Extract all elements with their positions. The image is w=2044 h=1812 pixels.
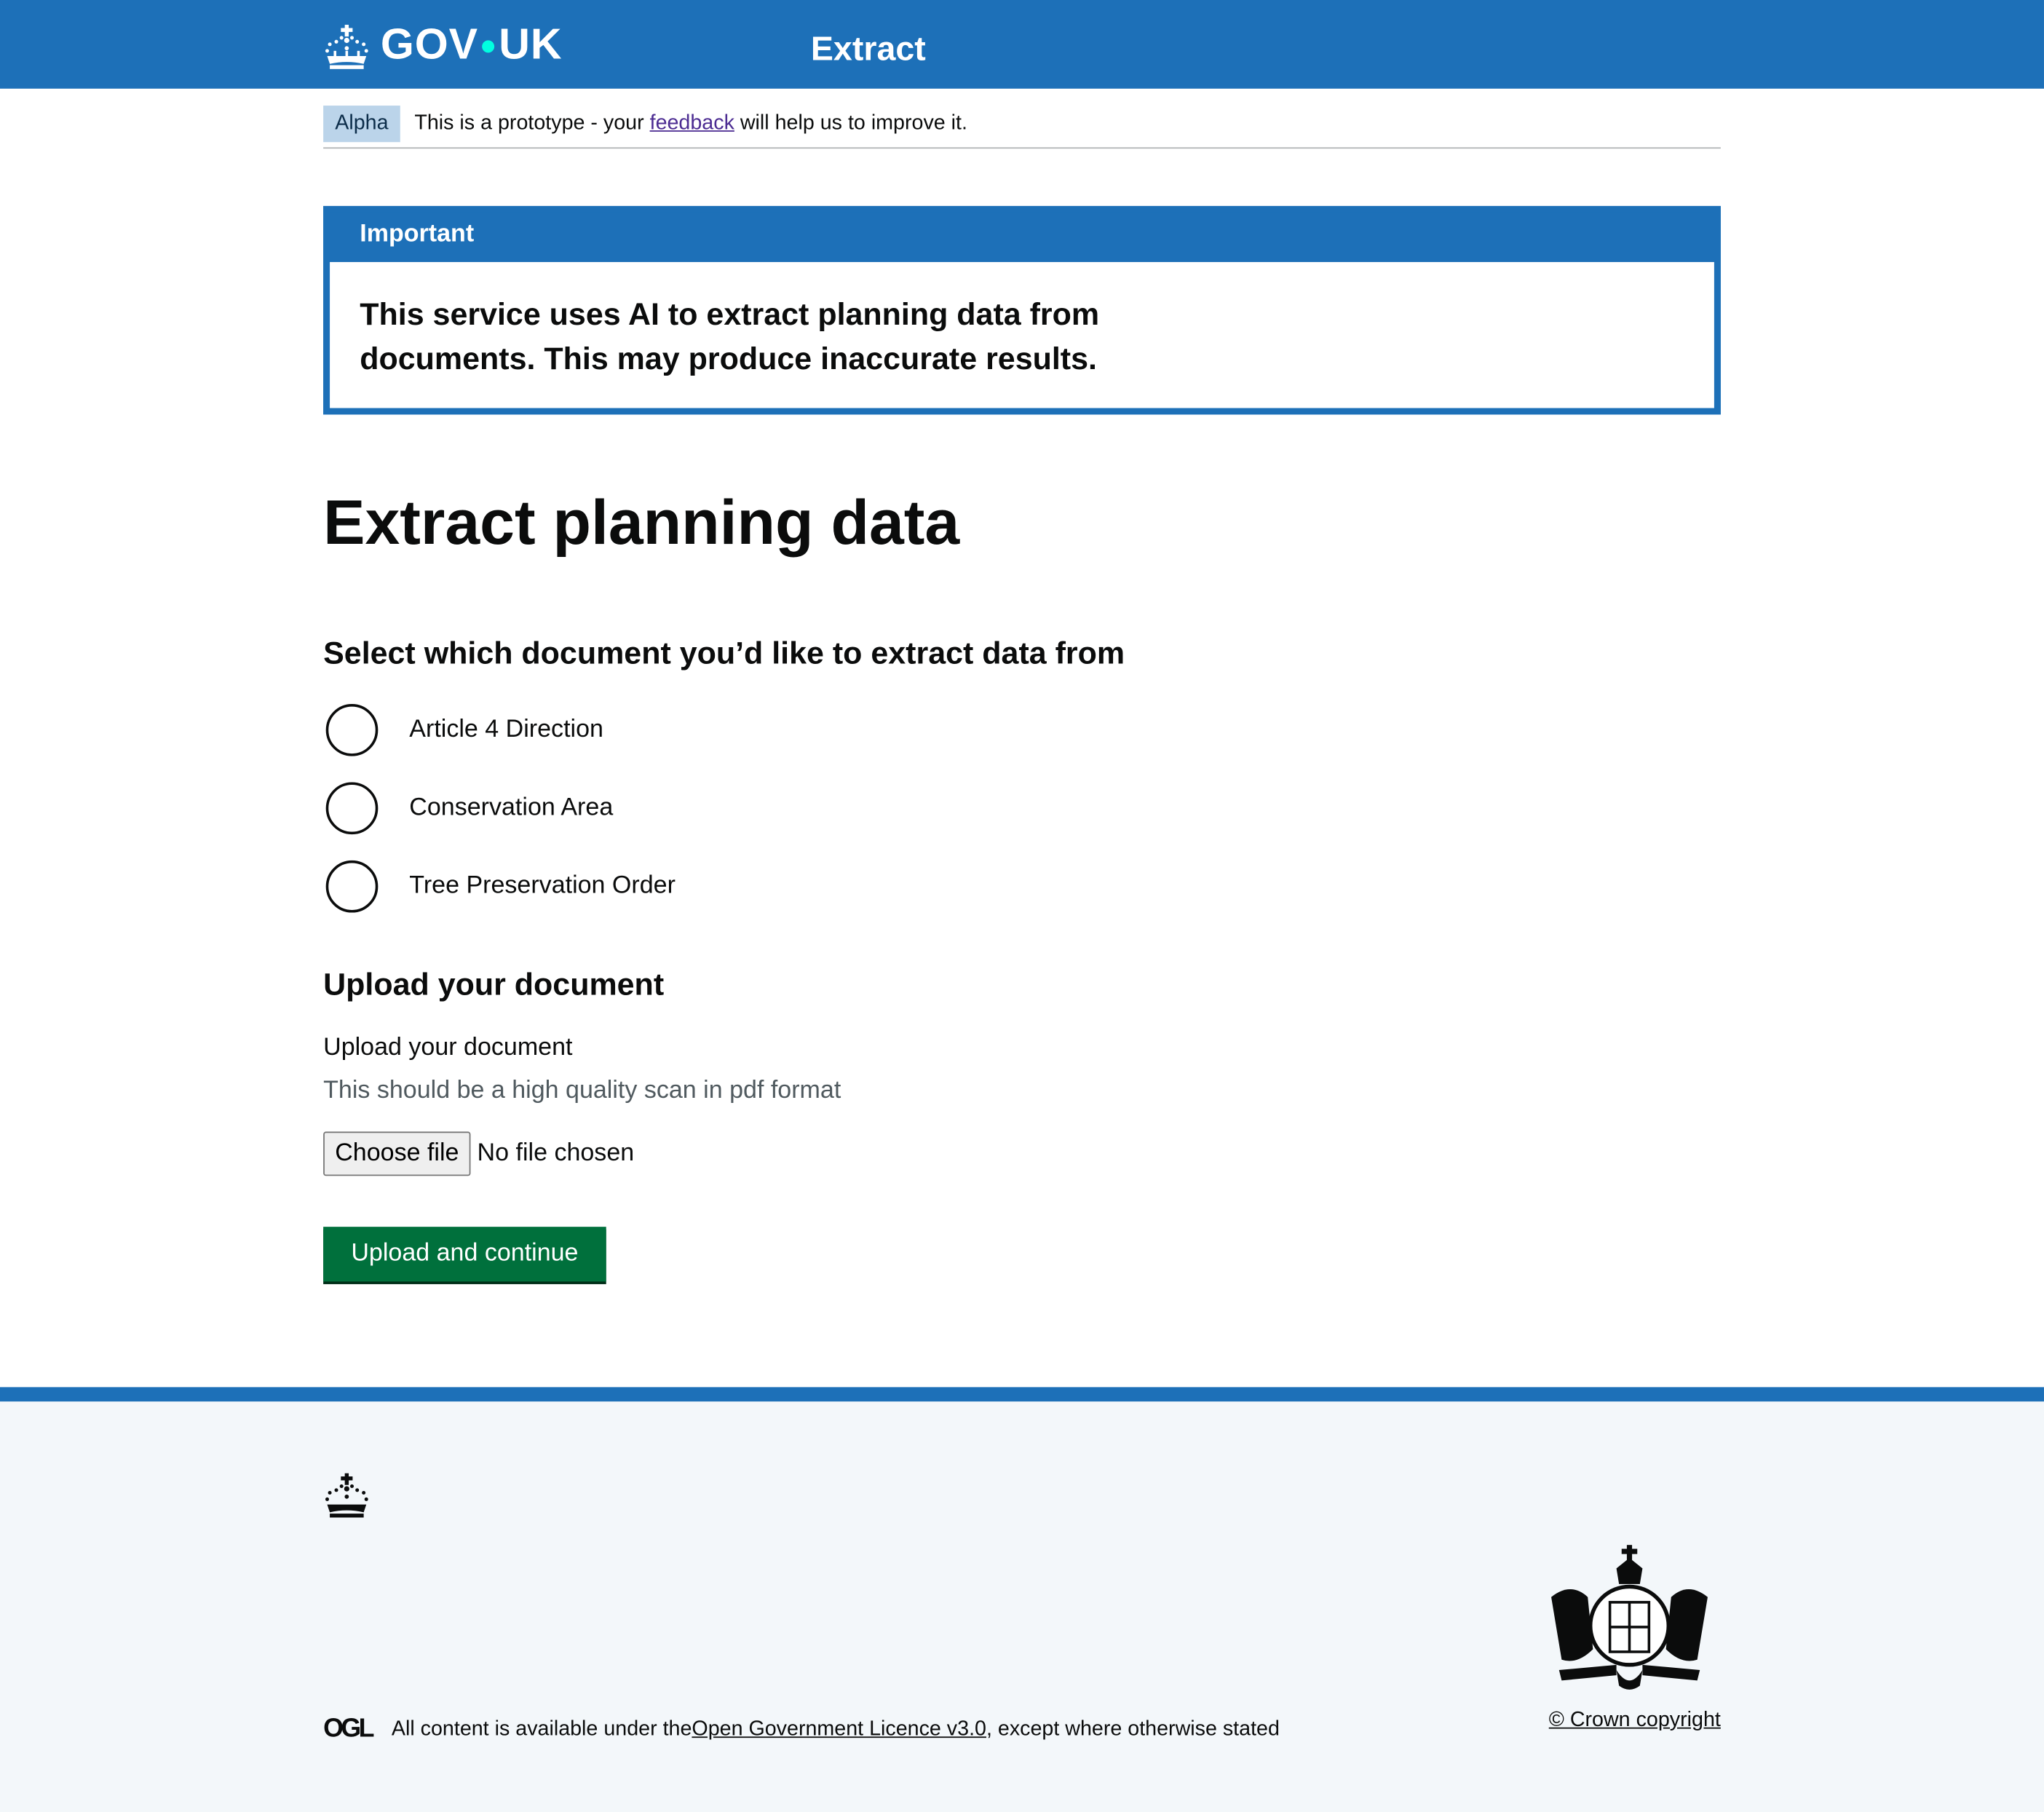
crown-copyright-link[interactable]: © Crown copyright (1548, 1709, 1721, 1732)
radio-tree-preservation-order[interactable] (323, 855, 676, 918)
fieldset-legend: Select which document you’d like to extract data from (323, 636, 1125, 672)
document-type-radios (323, 699, 676, 933)
file-upload-hint: This should be a high quality scan in pdf format (323, 1077, 841, 1104)
phase-text: This is a prototype - your feedback will help us to improve it. (414, 112, 967, 135)
ogl-logo-icon: OGL (323, 1714, 372, 1744)
service-name-link[interactable]: Extract (810, 28, 926, 68)
licence-statement: OGL All content is available under the Open Government Licence v3.0 , except where otherwise stated (323, 1714, 1280, 1744)
radio-label[interactable]: Tree Preservation Order (409, 872, 676, 900)
open-government-licence-link[interactable]: Open Government Licence v3.0 (692, 1717, 986, 1740)
govuk-logo-link[interactable] (323, 18, 562, 76)
crown-icon (323, 25, 370, 69)
upload-heading: Upload your document (323, 967, 665, 1003)
notification-title: Important (360, 220, 475, 248)
site-footer (0, 1387, 2044, 1812)
notification-banner (323, 206, 1721, 415)
notification-body: This service uses AI to extract planning data from documents. This may produce inaccurate results. (330, 262, 1714, 408)
phase-tag: Alpha (323, 106, 400, 142)
file-status: No file chosen (477, 1139, 635, 1167)
upload-and-continue-button[interactable]: Upload and continue (323, 1227, 606, 1281)
radio-article-4-direction[interactable] (323, 699, 676, 761)
radio-input[interactable] (326, 704, 379, 756)
file-upload-label: Upload your document (323, 1034, 573, 1061)
choose-file-button[interactable]: Choose file (323, 1131, 470, 1176)
crown-icon (323, 1473, 370, 1524)
radio-input[interactable] (326, 860, 379, 913)
radio-label[interactable]: Article 4 Direction (409, 716, 603, 743)
feedback-link[interactable]: feedback (649, 112, 734, 135)
page-title: Extract planning data (323, 488, 960, 558)
royal-coat-of-arms-icon (1538, 1545, 1721, 1705)
crown-copyright (1549, 1709, 1721, 1733)
file-upload-input[interactable] (323, 1131, 634, 1176)
logo-text: GOV●UK (380, 19, 563, 68)
radio-input[interactable] (326, 782, 379, 834)
phase-banner (323, 100, 1721, 149)
radio-conservation-area[interactable] (323, 777, 676, 839)
radio-label[interactable]: Conservation Area (409, 794, 614, 822)
site-header (0, 0, 2044, 89)
